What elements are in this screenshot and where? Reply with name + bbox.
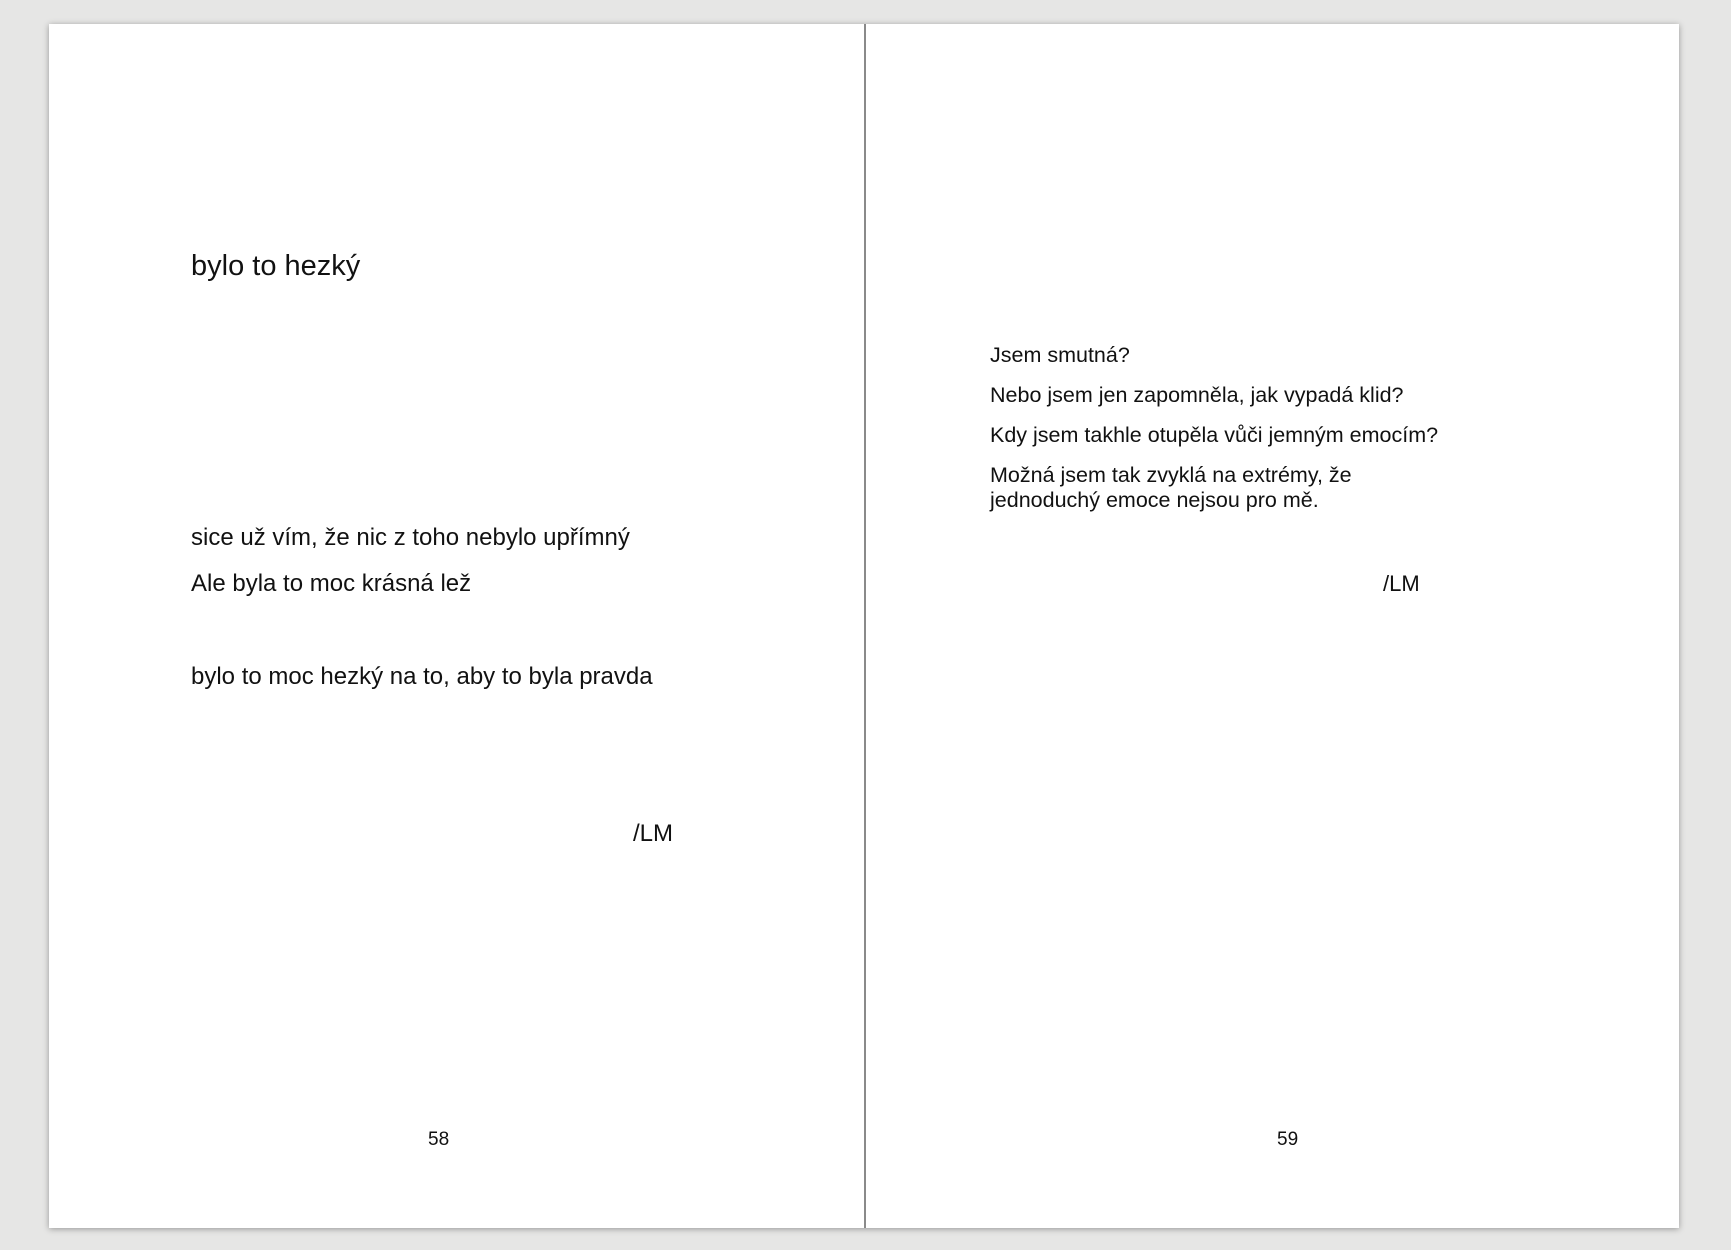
page-number: 59 [1277,1129,1299,1150]
signature: /LM [1383,571,1420,596]
poem-line: Možná jsem tak zvyklá na extrémy, že [990,463,1352,487]
poem-line: jednoduchý emoce nejsou pro mě. [990,488,1319,512]
poem-line: sice už vím, že nic z toho nebylo upřímný [191,524,630,551]
book-spread [49,24,1679,1228]
poem-line: Jsem smutná? [990,343,1130,367]
right-page [865,24,1680,1228]
poem-line: bylo to moc hezký na to, aby to byla pravda [191,663,653,690]
left-page [49,24,864,1228]
poem-line: Ale byla to moc krásná lež [191,570,472,597]
poem-line: Nebo jsem jen zapomněla, jak vypadá klid? [990,383,1404,407]
page-number: 58 [428,1129,450,1150]
poem-line: Kdy jsem takhle otupěla vůči jemným emocím? [990,423,1439,447]
signature: /LM [633,820,674,847]
poem-title: bylo to hezký [191,250,361,282]
